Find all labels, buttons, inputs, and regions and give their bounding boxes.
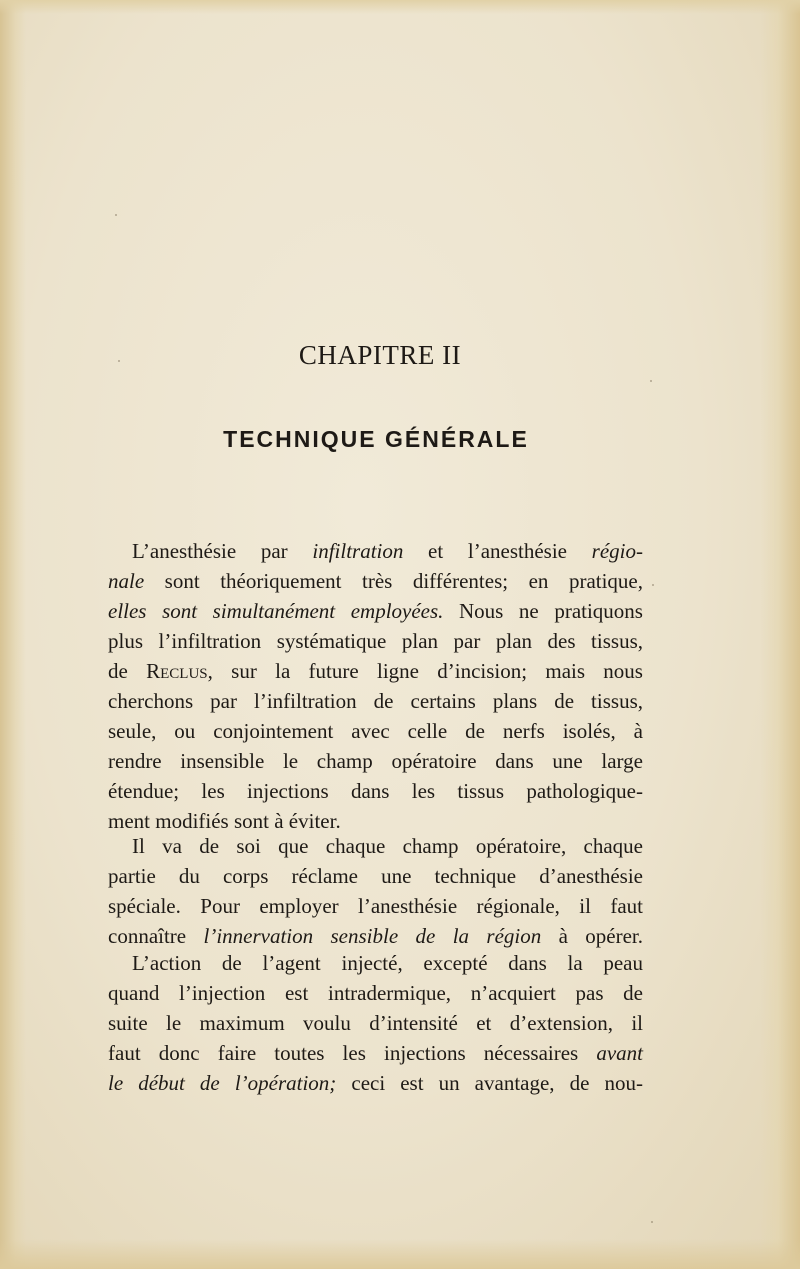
text-line: partie du corps réclame une technique d’anesthésie <box>108 864 643 888</box>
page-edge-right <box>760 0 800 1269</box>
text-line: ment modifiés sont à éviter. <box>108 809 341 833</box>
chapter-heading: CHAPITRE II <box>298 340 462 370</box>
text-line: elles sont simultanément employées. Nous ne pratiquons <box>108 599 643 623</box>
author-name: Reclus <box>146 659 208 683</box>
text-line: seule, ou conjointement avec celle de nerfs isolés, à <box>108 719 643 743</box>
text-line: quand l’injection est intradermique, n’acquiert pas de <box>108 981 643 1005</box>
text-line: L’action de l’agent injecté, excepté dans la peau <box>132 951 643 975</box>
text-line: cherchons par l’infiltration de certains plans de tissus, <box>108 689 643 713</box>
paragraph-2 <box>108 831 643 951</box>
paper-speck <box>651 1221 653 1223</box>
text-line: nale sont théoriquement très différentes; en pratique, <box>108 569 643 593</box>
text-line: suite le maximum voulu d’intensité et d’extension, il <box>108 1011 643 1035</box>
text-line: plus l’infiltration systématique plan par plan des tissus, <box>108 629 643 653</box>
page-edge-top <box>0 0 800 14</box>
text-line: connaître l’innervation sensible de la région à opérer. <box>108 924 643 948</box>
text-line: spéciale. Pour employer l’anesthésie régionale, il faut <box>108 894 643 918</box>
text-line: de Reclus, sur la future ligne d’incision; mais nous <box>108 659 643 683</box>
paragraph-1 <box>108 536 643 836</box>
text-line: rendre insensible le champ opératoire dans une large <box>108 749 643 773</box>
paper-speck <box>650 380 652 382</box>
text-line: L’anesthésie par infiltration et l’anesthésie régio- <box>132 539 643 563</box>
paragraph-3 <box>108 948 643 1098</box>
text-line: le début de l’opération; ceci est un avantage, de nou- <box>108 1071 643 1095</box>
text-line: Il va de soi que chaque champ opératoire, chaque <box>132 834 643 858</box>
paper-speck <box>652 584 654 586</box>
text-line: faut donc faire toutes les injections nécessaires avant <box>108 1041 643 1065</box>
text-line: étendue; les injections dans les tissus pathologique- <box>108 779 643 803</box>
page-edge-bottom <box>0 1239 800 1269</box>
section-heading: TECHNIQUE GÉNÉRALE <box>223 426 529 452</box>
paper-speck <box>115 214 117 216</box>
page-edge-left <box>0 0 26 1269</box>
